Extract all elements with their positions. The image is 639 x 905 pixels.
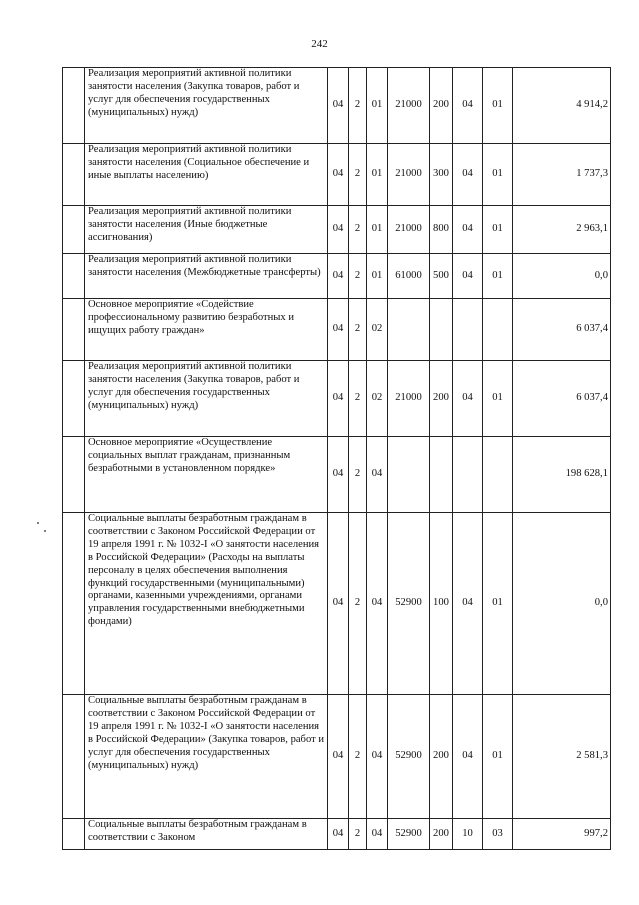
code-cell-5 xyxy=(430,437,453,513)
code-cell-1: 04 xyxy=(328,361,349,437)
row-description: Реализация мероприятий активной политики занятости населения (Закупка товаров, работ и услуг для обеспечения государственных (муниципальных) нужд) xyxy=(85,68,328,144)
row-description: Социальные выплаты безработным гражданам в соответствии с Законом Российской Федерации от 19 апреля 1991 г. № 1032-I «О занятости населения в Российской Федерации» (Закупка товаров, работ и услуг для обеспечения государственных (муниципальных) нужд) xyxy=(85,695,328,819)
code-cell-5: 100 xyxy=(430,513,453,695)
code-cell-5: 200 xyxy=(430,68,453,144)
code-cell-7: 03 xyxy=(483,819,513,850)
row-margin-cell xyxy=(63,437,85,513)
code-cell-4: 52900 xyxy=(388,695,430,819)
budget-table xyxy=(62,67,611,850)
code-cell-3: 01 xyxy=(367,206,388,254)
code-cell-3: 04 xyxy=(367,513,388,695)
row-description: Реализация мероприятий активной политики занятости населения (Закупка товаров, работ и услуг для обеспечения государственных (муниципальных) нужд) xyxy=(85,361,328,437)
row-description: Реализация мероприятий активной политики занятости населения (Иные бюджетные ассигнования) xyxy=(85,206,328,254)
row-description: Социальные выплаты безработным гражданам в соответствии с Законом xyxy=(85,819,328,850)
code-cell-2: 2 xyxy=(349,299,367,361)
row-margin-cell xyxy=(63,144,85,206)
row-margin-cell xyxy=(63,361,85,437)
code-cell-4: 21000 xyxy=(388,206,430,254)
row-margin-cell xyxy=(63,254,85,299)
row-amount: 6 037,4 xyxy=(513,361,611,437)
code-cell-3: 04 xyxy=(367,695,388,819)
row-description: Реализация мероприятий активной политики занятости населения (Межбюджетные трансферты) xyxy=(85,254,328,299)
code-cell-3: 01 xyxy=(367,254,388,299)
code-cell-5: 200 xyxy=(430,819,453,850)
row-amount: 1 737,3 xyxy=(513,144,611,206)
code-cell-6: 04 xyxy=(453,361,483,437)
code-cell-1: 04 xyxy=(328,68,349,144)
code-cell-6: 04 xyxy=(453,513,483,695)
code-cell-7: 01 xyxy=(483,361,513,437)
code-cell-7: 01 xyxy=(483,513,513,695)
code-cell-4: 52900 xyxy=(388,819,430,850)
code-cell-4 xyxy=(388,437,430,513)
table-row xyxy=(63,361,611,437)
table-row xyxy=(63,299,611,361)
table-row xyxy=(63,819,611,850)
code-cell-3: 02 xyxy=(367,299,388,361)
code-cell-2: 2 xyxy=(349,144,367,206)
scan-speck xyxy=(44,530,46,532)
code-cell-4: 52900 xyxy=(388,513,430,695)
row-description: Основное мероприятие «Осуществление социальных выплат гражданам, признанным безработными в установленном порядке» xyxy=(85,437,328,513)
code-cell-5: 300 xyxy=(430,144,453,206)
code-cell-7: 01 xyxy=(483,144,513,206)
code-cell-1: 04 xyxy=(328,695,349,819)
code-cell-6: 04 xyxy=(453,68,483,144)
code-cell-6: 04 xyxy=(453,254,483,299)
code-cell-3: 02 xyxy=(367,361,388,437)
row-description: Социальные выплаты безработным гражданам в соответствии с Законом Российской Федерации от 19 апреля 1991 г. № 1032-I «О занятости населения в Российской Федерации» (Расходы на выплаты персоналу в целях обеспечения выполнения функций государственными (муниципальными) органами, казенными учреждениями, органами управления государственными внебюджетными фондами) xyxy=(85,513,328,695)
row-margin-cell xyxy=(63,695,85,819)
code-cell-1: 04 xyxy=(328,819,349,850)
code-cell-2: 2 xyxy=(349,513,367,695)
code-cell-1: 04 xyxy=(328,513,349,695)
code-cell-4: 61000 xyxy=(388,254,430,299)
code-cell-2: 2 xyxy=(349,254,367,299)
table-row xyxy=(63,513,611,695)
code-cell-1: 04 xyxy=(328,144,349,206)
code-cell-6: 04 xyxy=(453,206,483,254)
code-cell-7: 01 xyxy=(483,206,513,254)
code-cell-3: 01 xyxy=(367,68,388,144)
table-body xyxy=(63,68,611,850)
code-cell-2: 2 xyxy=(349,361,367,437)
code-cell-4: 21000 xyxy=(388,68,430,144)
row-amount: 2 963,1 xyxy=(513,206,611,254)
row-amount: 2 581,3 xyxy=(513,695,611,819)
code-cell-4: 21000 xyxy=(388,144,430,206)
row-amount: 4 914,2 xyxy=(513,68,611,144)
table-row xyxy=(63,206,611,254)
code-cell-5: 800 xyxy=(430,206,453,254)
row-amount: 0,0 xyxy=(513,513,611,695)
code-cell-3: 01 xyxy=(367,144,388,206)
code-cell-3: 04 xyxy=(367,437,388,513)
code-cell-3: 04 xyxy=(367,819,388,850)
code-cell-5: 200 xyxy=(430,695,453,819)
scan-speck xyxy=(37,522,39,524)
row-description: Реализация мероприятий активной политики занятости населения (Социальное обеспечение и иные выплаты населению) xyxy=(85,144,328,206)
code-cell-6 xyxy=(453,299,483,361)
code-cell-2: 2 xyxy=(349,206,367,254)
table-row xyxy=(63,437,611,513)
row-margin-cell xyxy=(63,206,85,254)
table-row xyxy=(63,144,611,206)
code-cell-7: 01 xyxy=(483,254,513,299)
code-cell-1: 04 xyxy=(328,299,349,361)
code-cell-5: 200 xyxy=(430,361,453,437)
row-amount: 6 037,4 xyxy=(513,299,611,361)
code-cell-2: 2 xyxy=(349,819,367,850)
code-cell-6: 10 xyxy=(453,819,483,850)
table-row xyxy=(63,254,611,299)
row-amount: 0,0 xyxy=(513,254,611,299)
code-cell-5 xyxy=(430,299,453,361)
code-cell-7 xyxy=(483,437,513,513)
code-cell-7: 01 xyxy=(483,68,513,144)
code-cell-1: 04 xyxy=(328,254,349,299)
code-cell-4: 21000 xyxy=(388,361,430,437)
row-amount: 198 628,1 xyxy=(513,437,611,513)
code-cell-2: 2 xyxy=(349,68,367,144)
code-cell-6: 04 xyxy=(453,695,483,819)
row-margin-cell xyxy=(63,68,85,144)
row-margin-cell xyxy=(63,513,85,695)
row-margin-cell xyxy=(63,299,85,361)
code-cell-4 xyxy=(388,299,430,361)
table-row xyxy=(63,695,611,819)
code-cell-2: 2 xyxy=(349,695,367,819)
code-cell-7 xyxy=(483,299,513,361)
code-cell-1: 04 xyxy=(328,437,349,513)
table-row xyxy=(63,68,611,144)
code-cell-5: 500 xyxy=(430,254,453,299)
code-cell-1: 04 xyxy=(328,206,349,254)
code-cell-2: 2 xyxy=(349,437,367,513)
code-cell-6: 04 xyxy=(453,144,483,206)
row-margin-cell xyxy=(63,819,85,850)
row-description: Основное мероприятие «Содействие профессиональному развитию безработных и ищущих работу граждан» xyxy=(85,299,328,361)
row-amount: 997,2 xyxy=(513,819,611,850)
code-cell-7: 01 xyxy=(483,695,513,819)
page-number: 242 xyxy=(311,38,328,50)
code-cell-6 xyxy=(453,437,483,513)
